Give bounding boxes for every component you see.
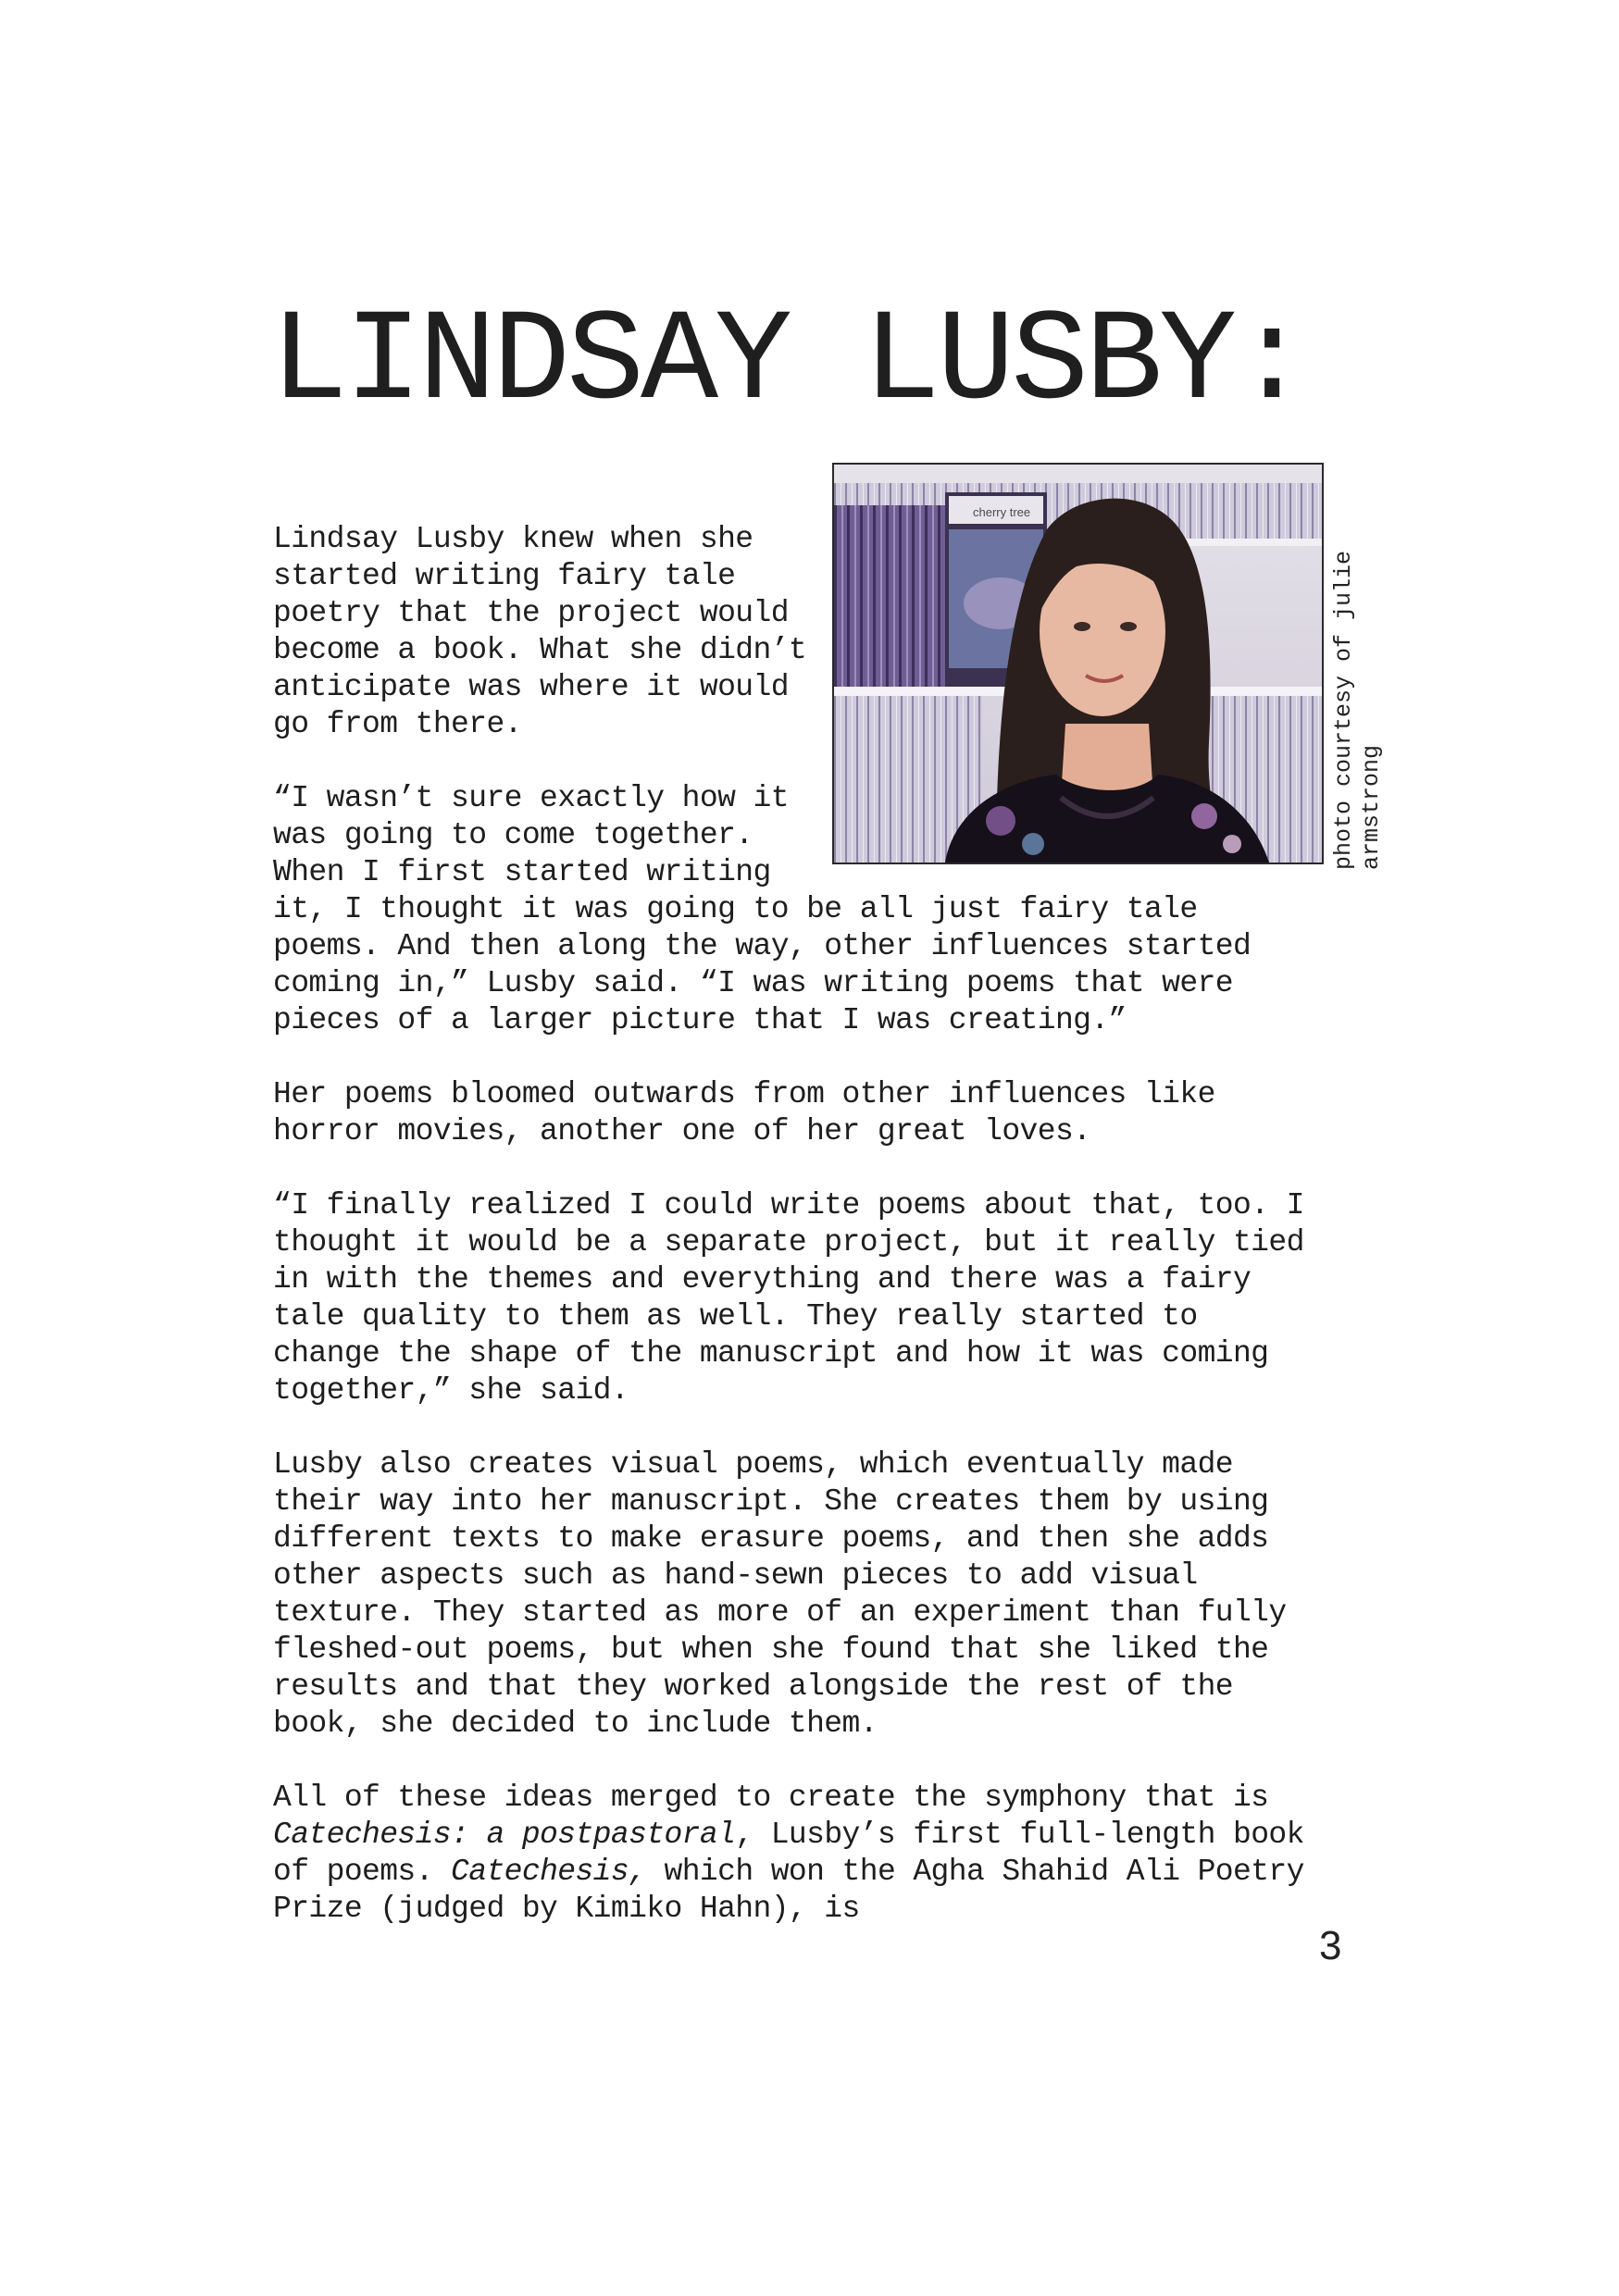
book-title-italic: Catechesis: a postpastoral xyxy=(273,1818,736,1852)
text-run: which won the Agha Shahid Ali Poetry Prize (judged by Kimiko Hahn), is xyxy=(273,1855,1304,1926)
paragraph: “I wasn’t sure exactly how it was going to come together. When I first started writing it, I thought it was going to be all just fairy tale poems. And then along the way, other influences started coming in,” Lusby said. “I was writing poems that were pieces of a larger picture that I was creating.” xyxy=(273,781,1252,1037)
page-number: 3 xyxy=(1319,1923,1342,1968)
text-run: , Lusby’s first full-length book of poems. xyxy=(273,1818,1304,1889)
photo-shelf-text: cherry tree xyxy=(973,505,1031,519)
paragraph: “I finally realized I could write poems about that, too. I thought it would be a separate project, but it really tied in with the themes and everything and there was a fairy tale quality to them as well. They really started to change the shape of the manuscript and how it was coming together,” she said. xyxy=(273,1188,1304,1408)
article-body xyxy=(273,521,1310,1965)
photo-space xyxy=(810,521,1310,876)
paragraph-last xyxy=(273,1780,1310,1928)
paragraph: Her poems bloomed outwards from other influences like horror movies, another one of her great loves. xyxy=(273,1077,1215,1148)
page-title: LINDSAY LUSBY: xyxy=(270,290,1308,437)
paragraph: Lindsay Lusby knew when she started writing fairy tale poetry that the project would become a book. What she didn’t anticipate was where it would go from there. xyxy=(273,522,807,741)
paragraph: Lusby also creates visual poems, which eventually made their way into her manuscript. She creates them by using different texts to make erasure poems, and then she adds other aspects such as hand-sewn pieces to add visual texture. They started as more of an experiment than fully fleshed-out poems, but when she found that she liked the results and that they worked alongside the rest of the book, she decided to include them. xyxy=(273,1447,1287,1741)
photo-caption: photo courtesy of julie armstrong xyxy=(1330,550,1385,870)
text-run: All of these ideas merged to create the symphony that is xyxy=(273,1781,1269,1815)
book-title-italic: Catechesis, xyxy=(451,1855,647,1889)
